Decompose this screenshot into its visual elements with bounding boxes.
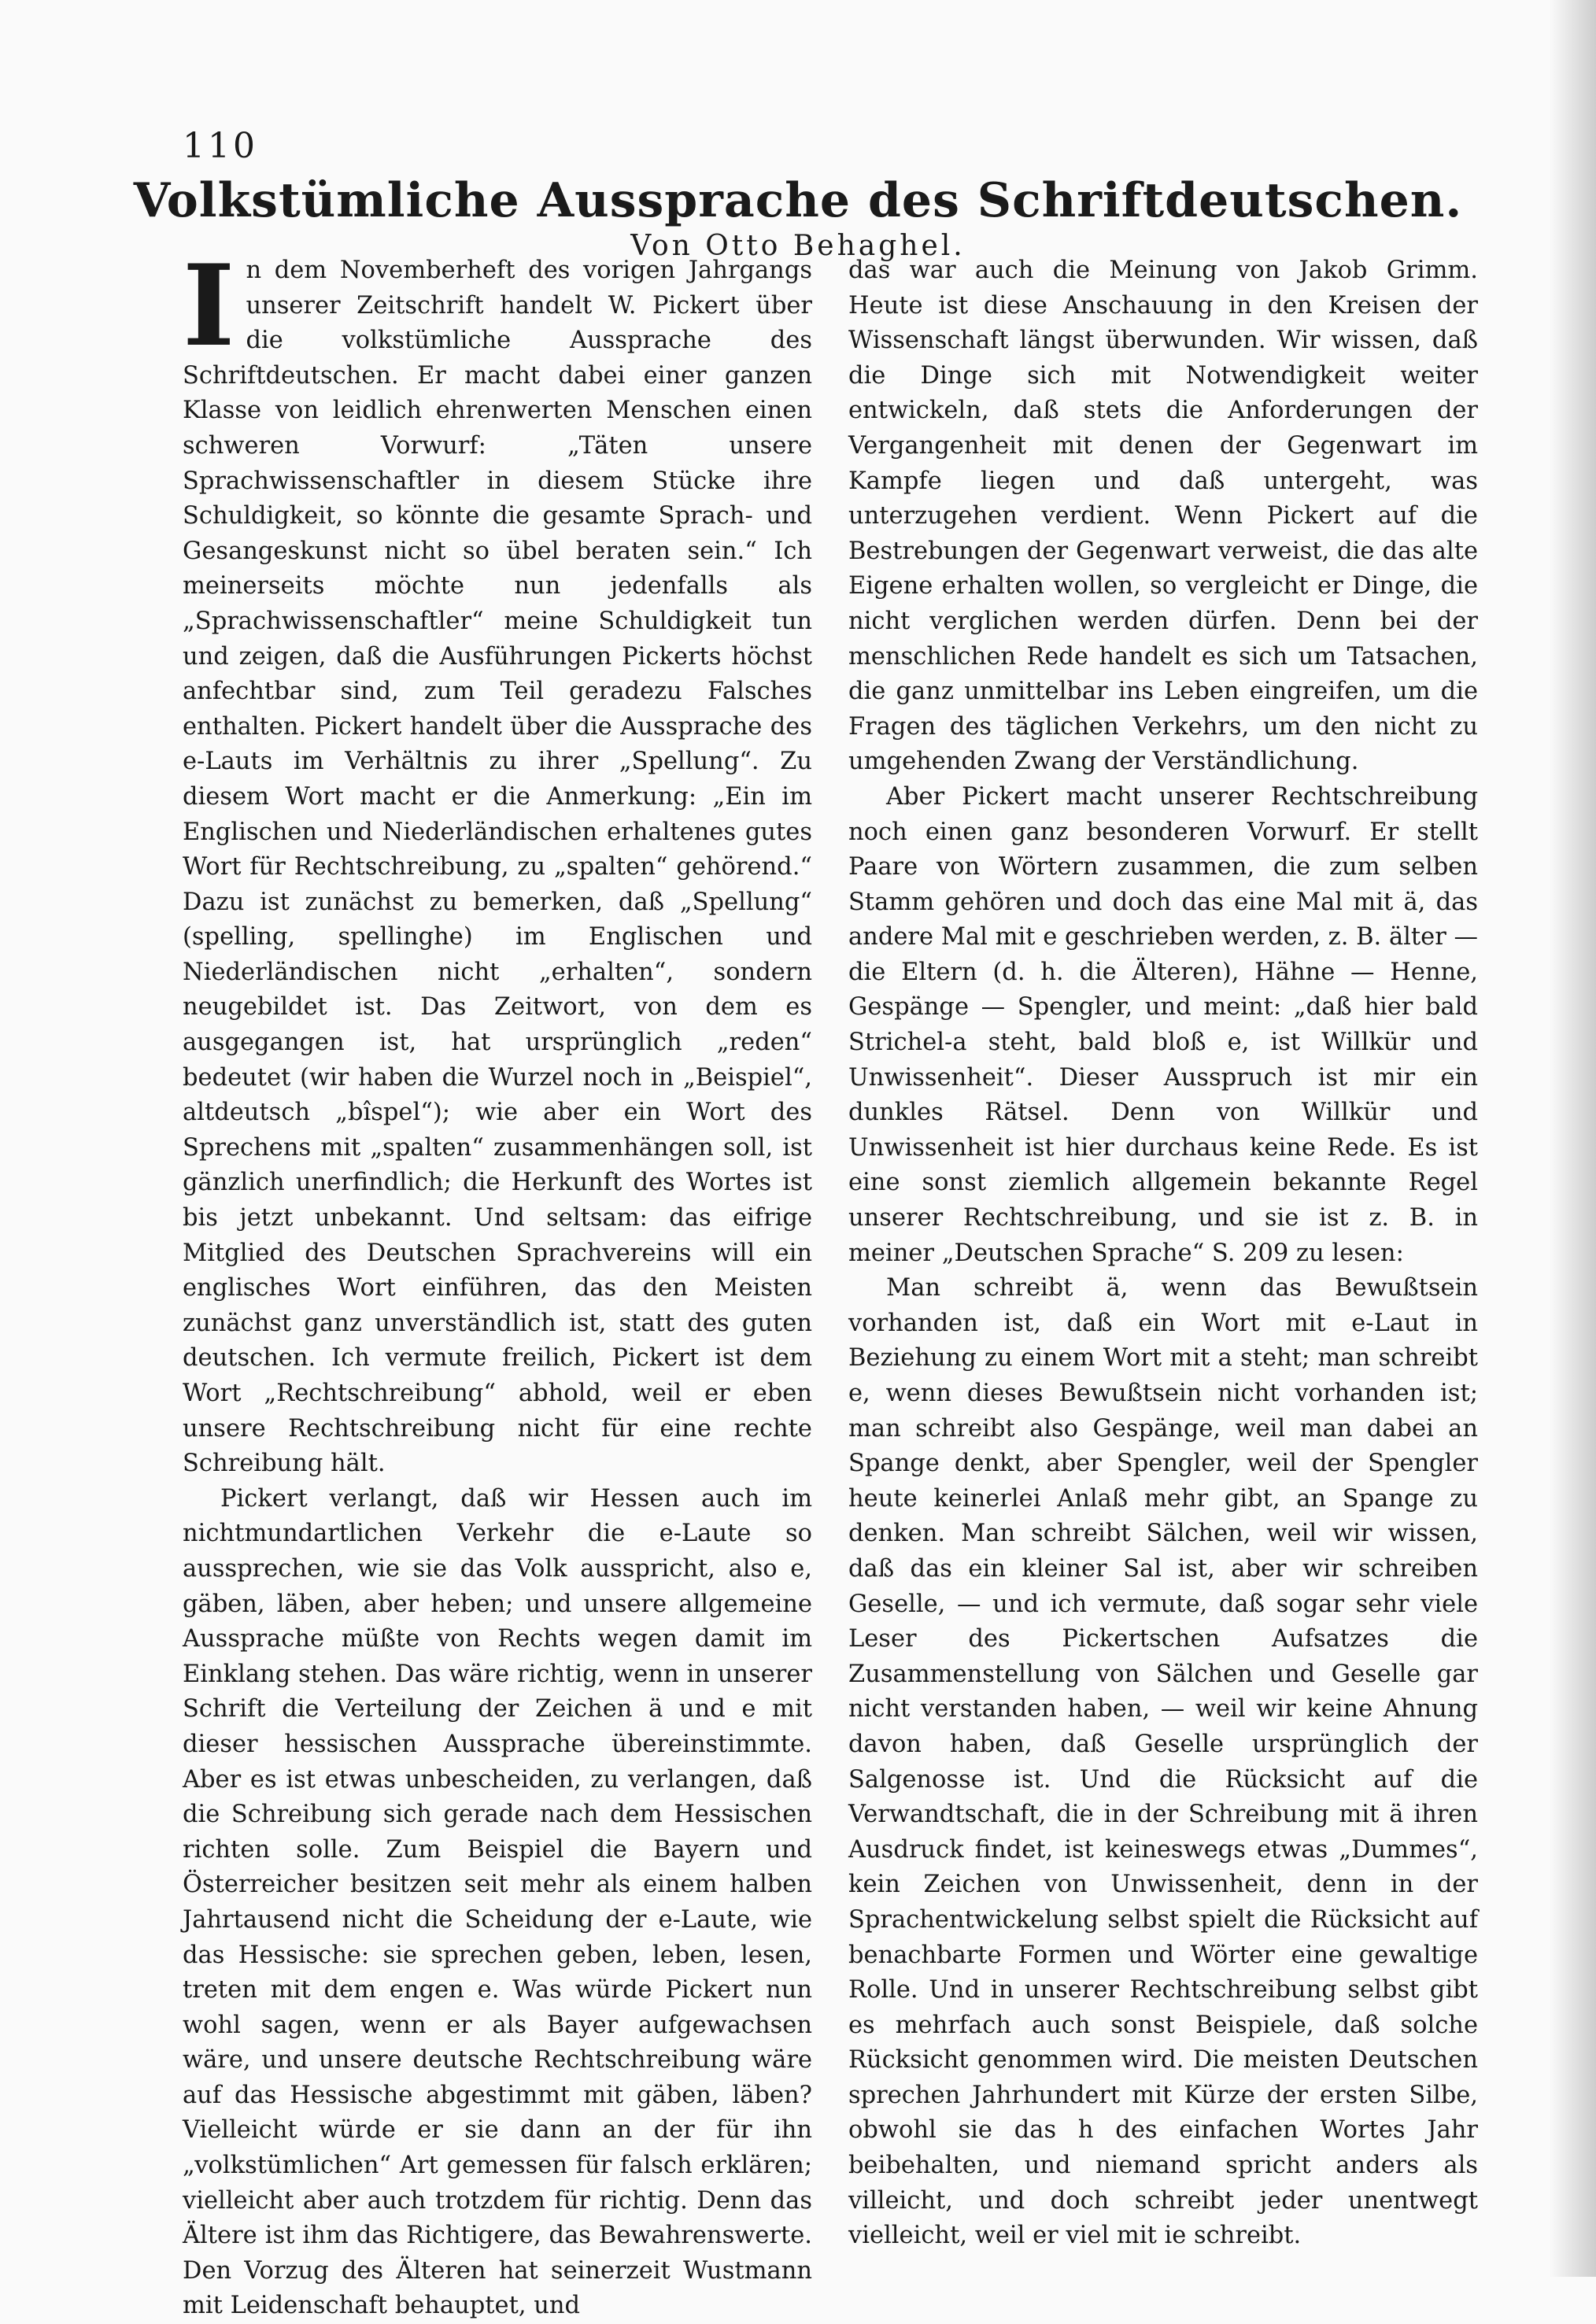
- paragraph: Aber Pickert macht unserer Rechtschreibung noch einen ganz besonderen Vorwurf. Er stellt Paare von Wörtern zusammen, die zum selben Stamm gehören und doch das eine Mal mit ä, das andere Mal mit e geschrieben werden, z. B. älter — die Eltern (d. h. die Älteren), Hähne — Henne, Gespänge — Spengler, und meint: „daß hier bald Strichel-a steht, bald bloß e, ist Willkür und Unwissenheit“. Dieser Ausspruch ist mir ein dunkles Rätsel. Denn von Willkür und Unwissenheit ist hier durchaus keine Rede. Es ist eine sonst ziemlich allgemein bekannte Regel unserer Rechtschreibung, und sie ist z. B. in meiner „Deutschen Sprache“ S. 209 zu lesen:: [848, 782, 1478, 1267]
- left-column: [183, 241, 812, 2324]
- paragraph: Pickert verlangt, daß wir Hessen auch im nichtmundartlichen Verkehr die e-Laute so aussprechen, wie sie das Volk ausspricht, also e, gäben, läben, aber heben; und unsere allgemeine Aussprache müßte von Rechts wegen damit im Einklang stehen. Das wäre richtig, wenn in unserer Schrift die Verteilung der Zeichen ä und e mit dieser hessischen Aussprache übereinstimmte. Aber es ist etwas unbescheiden, zu verlangen, daß die Schreibung sich gerade nach dem Hessischen richten solle. Zum Beispiel die Bayern und Österreicher besitzen seit mehr als einem halben Jahrtausend nicht die Scheidung der e-Laute, wie das Hessische: sie sprechen geben, leben, lesen, treten mit dem engen e. Was würde Pickert nun wohl sagen, wenn er als Bayer aufgewachsen wäre, und unsere deutsche Rechtschreibung wäre auf das Hessische abgestimmt mit gäben, läben? Vielleicht würde er sie dann an der für ihn „volkstümlichen“ Art gemessen für falsch erklären; vielleicht aber auch trotzdem für richtig. Denn das Ältere ist ihm das Richtigere, das Bewahrenswerte. Den Vorzug des Älteren hat seinerzeit Wustmann mit Leidenschaft behauptet, und: [183, 1484, 812, 2320]
- drop-cap: I: [183, 241, 235, 371]
- page-number: 110: [183, 126, 258, 166]
- right-column: [848, 253, 1478, 2254]
- paragraph-text: n dem Novemberheft des vorigen Jahrgangs unserer Zeitschrift handelt W. Pickert über die volkstümliche Aussprache des Schriftdeutschen. Er macht dabei einer ganzen Klasse von leidlich ehrenwerten Menschen einen schweren Vorwurf: „Täten unsere Sprachwissenschaftler in diesem Stücke ihre Schuldigkeit, so könnte die gesamte Sprach- und Gesangeskunst nicht so übel beraten sein.“ Ich meinerseits möchte nun jedenfalls als „Sprachwissenschaftler“ meine Schuldigkeit tun und zeigen, daß die Ausführungen Pickerts höchst anfechtbar sind, zum Teil geradezu Falsches enthalten. Pickert handelt über die Aussprache des e-Lauts im Verhältnis zu ihrer „Spellung“. Zu diesem Wort macht er die Anmerkung: „Ein im Englischen und Niederländischen erhaltenes gutes Wort für Rechtschreibung, zu „spalten“ gehörend.“ Dazu ist zunächst zu bemerken, daß „Spellung“ (spelling, spellinghe) im Englischen und Niederländischen nicht „erhalten“, sondern neugebildet ist. Das Zeitwort, von dem es ausgegangen ist, hat ursprünglich „reden“ bedeutet (wir haben die Wurzel noch in „Beispiel“, altdeutsch „bîspel“); wie aber ein Wort des Sprechens mit „spalten“ zusammenhängen soll, ist gänzlich unerfindlich; die Herkunft des Wortes ist bis jetzt unbekannt. Und seltsam: das eifrige Mitglied des Deutschen Sprachvereins will ein englisches Wort einführen, das den Meisten zunächst ganz unverständlich ist, statt des guten deutschen. Ich vermute freilich, Pickert ist dem Wort „Rechtschreibung“ abhold, weil er eben unsere Rechtschreibung nicht für eine rechte Schreibung hält.: [183, 257, 812, 1478]
- page-edge-shadow: [1549, 0, 1596, 2277]
- article-author: Von Otto Behaghel.: [630, 230, 966, 262]
- paragraph: das war auch die Meinung von Jakob Grimm. Heute ist diese Anschauung in den Kreisen der Wissenschaft längst überwunden. Wir wissen, daß die Dinge sich mit Notwendigkeit weiter entwickeln, daß stets die Anforderungen der Vergangenheit mit denen der Gegenwart im Kampfe liegen und daß untergeht, was unterzugehen verdient. Wenn Pickert auf die Bestrebungen der Gegenwart verweist, die das alte Eigene erhalten wollen, so vergleicht er Dinge, die nicht verglichen werden dürfen. Denn bei der menschlichen Rede handelt es sich um Tatsachen, die ganz unmittelbar ins Leben eingreifen, um die Fragen des täglichen Verkehrs, um den nicht zu umgehenden Zwang der Verständlichung.: [848, 257, 1478, 776]
- paragraph: [183, 241, 812, 1482]
- paragraph: Man schreibt ä, wenn das Bewußtsein vorhanden ist, daß ein Wort mit e-Laut in Beziehung zu einem Wort mit a steht; man schreibt e, wenn dieses Bewußtsein nicht vorhanden ist; man schreibt also Gespänge, weil man dabei an Spange denkt, aber Spengler, weil der Spengler heute keinerlei Anlaß mehr gibt, an Spange zu denken. Man schreibt Sälchen, weil wir wissen, daß das ein kleiner Sal ist, aber wir schreiben Geselle, — und ich vermute, daß sogar sehr viele Leser des Pickertschen Aufsatzes die Zusammenstellung von Sälchen und Geselle gar nicht verstanden haben, — weil wir keine Ahnung davon haben, daß Geselle ursprünglich der Salgenosse ist. Und die Rücksicht auf die Verwandtschaft, die in der Schreibung mit ä ihren Ausdruck findet, ist keineswegs etwas „Dummes“, kein Zeichen von Unwissenheit, denn in der Sprachentwickelung selbst spielt die Rücksicht auf benachbarte Formen und Wörter eine gewaltige Rolle. Und in unserer Rechtschreibung selbst gibt es mehrfach auch sonst Beispiele, daß solche Rücksicht genommen wird. Die meisten Deutschen sprechen Jahrhundert mit Kürze der ersten Silbe, obwohl sie das h des einfachen Wortes Jahr beibehalten, und niemand spricht anders als villeicht, und doch schreibt jeder unentwegt vielleicht, weil er viel mit ie schreibt.: [848, 1274, 1478, 2250]
- article-title: Volkstümliche Aussprache des Schriftdeutschen.: [133, 173, 1463, 228]
